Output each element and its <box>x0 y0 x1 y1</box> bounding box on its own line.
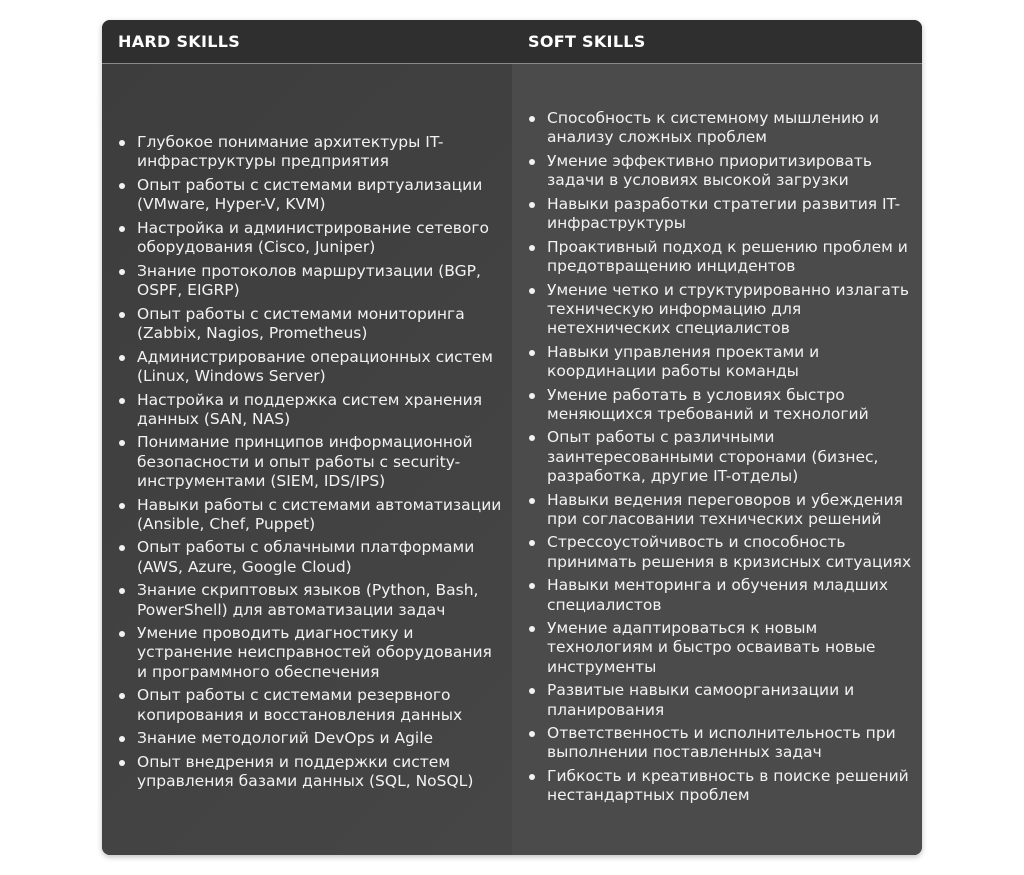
list-item: Знание методологий DevOps и Agile <box>137 729 504 748</box>
skills-table <box>102 20 922 855</box>
hard-skills-header: HARD SKILLS <box>118 32 241 51</box>
list-item: Опыт работы с облачными платформами (AWS, Azure, Google Cloud) <box>137 538 504 576</box>
list-item: Опыт работы с системами резервного копирования и восстановления данных <box>137 686 504 724</box>
list-item: Понимание принципов информационной безопасности и опыт работы с security-инструментами (SIEM, IDS/IPS) <box>137 433 504 491</box>
list-item: Умение адаптироваться к новым технологиям и быстро осваивать новые инструменты <box>547 619 914 677</box>
list-item: Навыки менторинга и обучения младших специалистов <box>547 576 914 614</box>
list-item: Проактивный подход к решению проблем и предотвращению инцидентов <box>547 238 914 276</box>
list-item: Знание скриптовых языков (Python, Bash, PowerShell) для автоматизации задач <box>137 581 504 619</box>
soft-skills-list <box>512 109 922 810</box>
soft-skills-header: SOFT SKILLS <box>528 32 646 51</box>
list-item: Умение четко и структурированно излагать техническую информацию для нетехнических специалистов <box>547 281 914 339</box>
list-item: Стрессоустойчивость и способность принимать решения в кризисных ситуациях <box>547 533 914 571</box>
list-item: Ответственность и исполнительность при выполнении поставленных задач <box>547 724 914 762</box>
list-item: Развитые навыки самоорганизации и планирования <box>547 681 914 719</box>
list-item: Способность к системному мышлению и анализу сложных проблем <box>547 109 914 147</box>
list-item: Опыт работы с различными заинтересованными сторонами (бизнес, разработка, другие IT-отделы) <box>547 428 914 486</box>
list-item: Настройка и поддержка систем хранения данных (SAN, NAS) <box>137 391 504 429</box>
list-item: Умение работать в условиях быстро меняющихся требований и технологий <box>547 386 914 424</box>
soft-skills-column <box>512 64 922 855</box>
hard-skills-column <box>102 64 512 855</box>
list-item: Опыт работы с системами виртуализации (VMware, Hyper-V, KVM) <box>137 176 504 214</box>
list-item: Глубокое понимание архитектуры IT-инфраструктуры предприятия <box>137 133 504 171</box>
list-item: Навыки работы с системами автоматизации (Ansible, Chef, Puppet) <box>137 496 504 534</box>
list-item: Навыки ведения переговоров и убеждения при согласовании технических решений <box>547 491 914 529</box>
list-item: Умение проводить диагностику и устранение неисправностей оборудования и программного обеспечения <box>137 624 504 682</box>
list-item: Навыки разработки стратегии развития IT-инфраструктуры <box>547 195 914 233</box>
list-item: Навыки управления проектами и координации работы команды <box>547 343 914 381</box>
list-item: Опыт работы с системами мониторинга (Zabbix, Nagios, Prometheus) <box>137 305 504 343</box>
list-item: Администрирование операционных систем (Linux, Windows Server) <box>137 348 504 386</box>
table-header <box>102 20 922 64</box>
list-item: Настройка и администрирование сетевого оборудования (Cisco, Juniper) <box>137 219 504 257</box>
list-item: Гибкость и креативность в поиске решений нестандартных проблем <box>547 767 914 805</box>
list-item: Опыт внедрения и поддержки систем управления базами данных (SQL, NoSQL) <box>137 753 504 791</box>
list-item: Умение эффективно приоритизировать задачи в условиях высокой загрузки <box>547 152 914 190</box>
hard-skills-list <box>102 123 512 796</box>
list-item: Знание протоколов маршрутизации (BGP, OSPF, EIGRP) <box>137 262 504 300</box>
